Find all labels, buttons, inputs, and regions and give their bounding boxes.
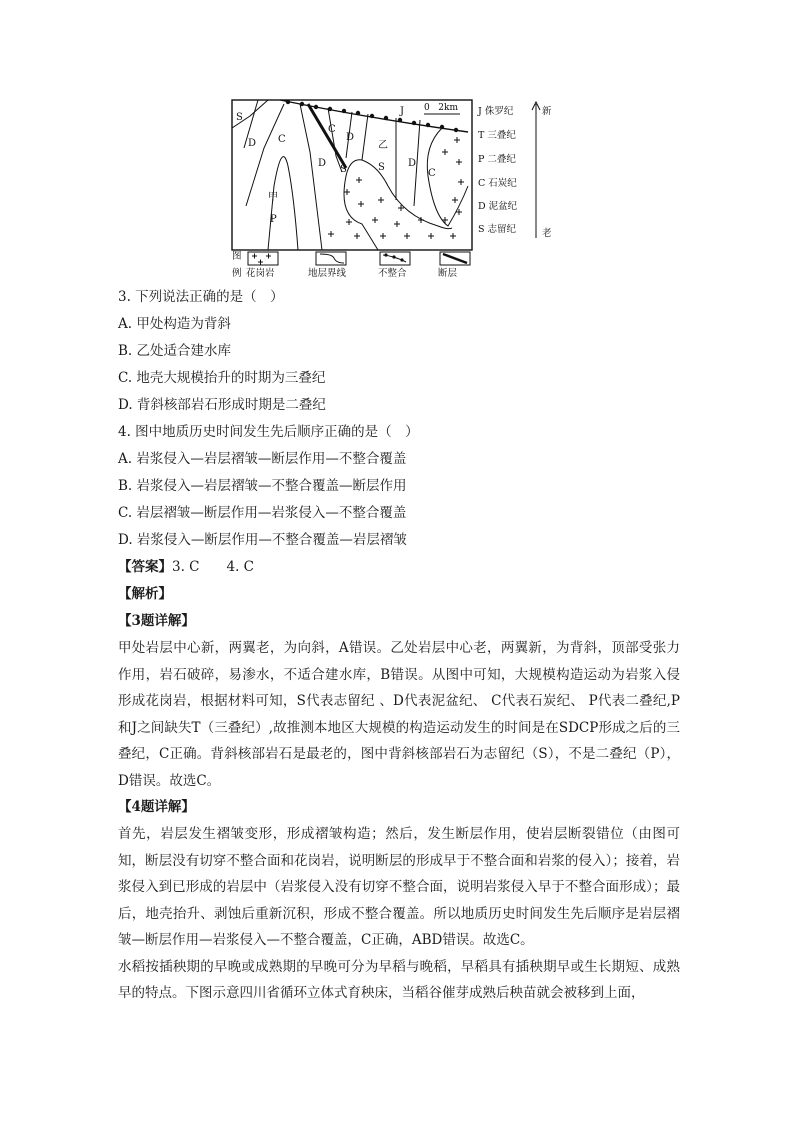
map-label-p: P [270, 214, 277, 225]
answer-label: 【答案】 [118, 559, 172, 575]
timeline-item-c: C 石炭纪 [478, 178, 517, 189]
legend-unconformity-symbol [380, 252, 410, 265]
geologic-map-svg [228, 96, 568, 282]
timeline-item-p: P 二叠纪 [478, 154, 516, 165]
intro-text: 水稻按插秧期的早晚或成熟期的早晚可分为早稻与晚稻，早稻具有插秧期早或生长期短、成熟早的特点。下图示意四川省循环立体式育秧床，当稻谷催芽成熟后秧苗就会被移到上面， [118, 958, 680, 1001]
detail3-title: 【3题详解】 [118, 613, 195, 629]
map-label-d-lower: D [318, 158, 327, 169]
map-label-j: J [400, 106, 405, 117]
q4-stem: 4. 图中地质历史时间发生先后顺序正确的是（ ） [118, 424, 419, 440]
legend-unconformity-label: 不整合 [378, 268, 407, 279]
document-content [118, 284, 680, 1007]
q3-option-d: D. 背斜核部岩石形成时期是二叠纪 [118, 397, 326, 413]
timeline-old-label: 老 [542, 228, 552, 239]
map-labels [236, 103, 458, 225]
q4-option-b: B. 岩浆侵入—岩层褶皱—不整合覆盖—断层作用 [118, 478, 407, 494]
timeline-item-j: J 侏罗纪 [478, 106, 514, 117]
detail4-title: 【4题详解】 [118, 799, 195, 815]
detail3-text: 甲处岩层中心新，两翼老，为向斜，A错误。乙处岩层中心老，两翼新，为背斜，顶部受张力作用，岩石破碎，易渗水，不适合建水库，B错误。从图中可知，大规模构造运动为岩浆入侵形成花岗岩，根据材料可知，S代表志留纪 、D代表泥盆纪、 C代表石炭纪、 P代表二叠纪,P和J之间缺失T（三叠纪）,故推测本地区大规模的构造运动发生的时间是在SDCP形成之后的三叠纪，C正确。背斜核部岩石是最老的，图中背斜核部岩石为志留纪（S），不是二叠纪（P），D错误。故选C。 [118, 640, 680, 789]
fault-line [308, 104, 346, 168]
map-label-d-right: D [408, 158, 417, 169]
map-frame [232, 100, 472, 250]
scale-label: 0 2km [424, 103, 459, 113]
map-label-d-mid: D [346, 132, 355, 143]
map-label-yi: 乙 [378, 140, 388, 151]
timeline-item-s: S 志留纪 [478, 224, 517, 235]
timeline-item-d: D 泥盆纪 [478, 201, 518, 212]
q4-option-d: D. 岩浆侵入—断层作用—不整合覆盖—岩层褶皱 [118, 532, 407, 548]
map-label-c-left: C [278, 134, 286, 145]
q4-option-c: C. 岩层褶皱—断层作用—岩浆侵入—不整合覆盖 [118, 505, 407, 521]
map-label-c-mid: C [328, 124, 336, 135]
q4-option-a: A. 岩浆侵入—岩层褶皱—断层作用—不整合覆盖 [118, 451, 407, 467]
legend-granite-label: 花岗岩 [246, 268, 275, 279]
legend-title-1: 图 [232, 251, 242, 262]
map-label-s-right: S [378, 162, 385, 173]
legend-title-2: 例 [232, 268, 242, 279]
answer-text: 3. C 4. C [172, 559, 255, 575]
map-label-c-right: C [428, 168, 436, 179]
analysis-label: 【解析】 [118, 586, 172, 602]
geologic-map-figure [228, 96, 568, 282]
legend-unconformity-dots [384, 253, 403, 261]
legend-fault-label: 断层 [438, 268, 458, 279]
map-label-d-left: D [248, 138, 257, 149]
q3-option-a: A. 甲处构造为背斜 [118, 316, 231, 332]
q3-option-c: C. 地壳大规模抬升的时期为三叠纪 [118, 370, 326, 386]
legend-granite-symbol [248, 252, 278, 265]
map-label-s-top: S [236, 112, 243, 123]
timeline-item-t: T 三叠纪 [478, 130, 516, 141]
timeline-new-label: 新 [542, 106, 552, 117]
map-label-jia: 甲 [268, 192, 278, 203]
timeline [477, 105, 552, 239]
q3-option-b: B. 乙处适合建水库 [118, 343, 232, 359]
legend-symbols [248, 252, 470, 265]
q3-stem: 3. 下列说法正确的是（ ） [118, 289, 284, 305]
answer-line [118, 554, 680, 581]
detail4-text: 首先，岩层发生褶皱变形，形成褶皱构造；然后，发生断层作用，使岩层断裂错位（由图可知，断层没有切穿不整合面和花岗岩，说明断层的形成早于不整合面和岩浆的侵入）；接着，岩浆侵入到已形成的岩层中（岩浆侵入没有切穿不整合面，说明岩浆侵入早于不整合面形成）；最后，地壳抬升、剥蚀后重新沉积，形成不整合覆盖。所以地质历史时间发生先后顺序是岩层褶皱—断层作用—岩浆侵入—不整合覆盖，C正确，ABD错误。故选C。 [118, 826, 680, 948]
map-label-s-mid: S [340, 164, 347, 175]
legend-stratum-label: 地层界线 [308, 268, 347, 279]
